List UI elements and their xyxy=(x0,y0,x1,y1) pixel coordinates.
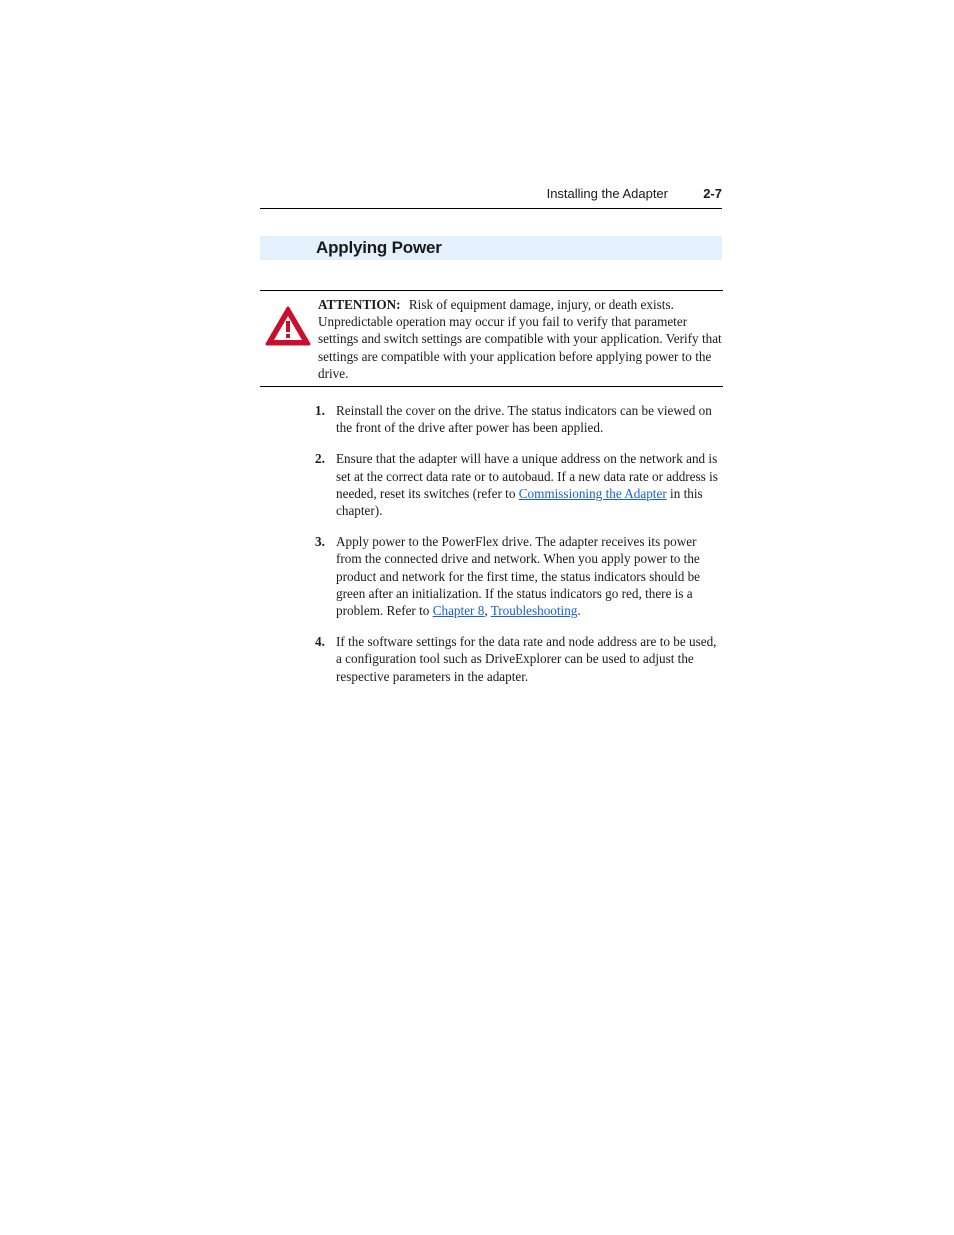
step-text: Reinstall the cover on the drive. The status indicators can be viewed on the front of the drive after power has been applied. xyxy=(336,403,712,436)
attention-box xyxy=(260,290,723,387)
step-2 xyxy=(315,450,725,519)
step-4 xyxy=(315,633,725,685)
step-text: Ensure that the adapter will have a unique address on the network and is set at the correct data rate or to autobaud. If a new data rate or address is needed, reset its switches (refer to xyxy=(336,451,718,501)
steps-list xyxy=(315,402,725,699)
attention-label: ATTENTION: xyxy=(318,297,401,312)
warning-triangle-icon xyxy=(264,305,312,347)
troubleshooting-link[interactable]: Troubleshooting xyxy=(490,603,578,619)
link-separator: , xyxy=(484,603,491,619)
step-text-after: . xyxy=(577,603,581,619)
step-number: 1. xyxy=(315,403,325,418)
page-number: 2-7 xyxy=(703,186,722,201)
section-title-bar xyxy=(260,236,722,260)
step-number: 4. xyxy=(315,634,325,650)
step-number: 2. xyxy=(315,451,325,467)
commissioning-adapter-link[interactable]: Commissioning the Adapter xyxy=(518,485,667,501)
step-text: Apply power to the PowerFlex drive. The adapter receives its power from the connected drive and network. When you apply power to the product and network for the first time, the status indicators should be green after an initialization. If the status indicators go red, there is a problem. Refer to xyxy=(336,534,701,619)
step-number: 3. xyxy=(315,534,325,550)
step-text: If the software settings for the data rate and node address are to be used, a configuration tool such as DriveExplorer can be used to adjust the respective parameters in the adapter. xyxy=(336,634,717,684)
chapter-8-link[interactable]: Chapter 8 xyxy=(432,603,485,619)
step-3 xyxy=(315,533,725,619)
page-header xyxy=(260,184,722,209)
section-title: Applying Power xyxy=(316,238,442,257)
step-text-after: in this chapter). xyxy=(336,485,703,519)
attention-message: Risk of equipment damage, injury, or death exists. Unpredictable operation may occur if you fail to verify that parameter settings and switch settings are compatible with your application. Verify that settings are compatible with your application before applying power to the drive. xyxy=(318,297,722,381)
attention-text xyxy=(318,296,722,382)
header-section-name: Installing the Adapter xyxy=(546,186,668,201)
step-1 xyxy=(315,402,725,436)
